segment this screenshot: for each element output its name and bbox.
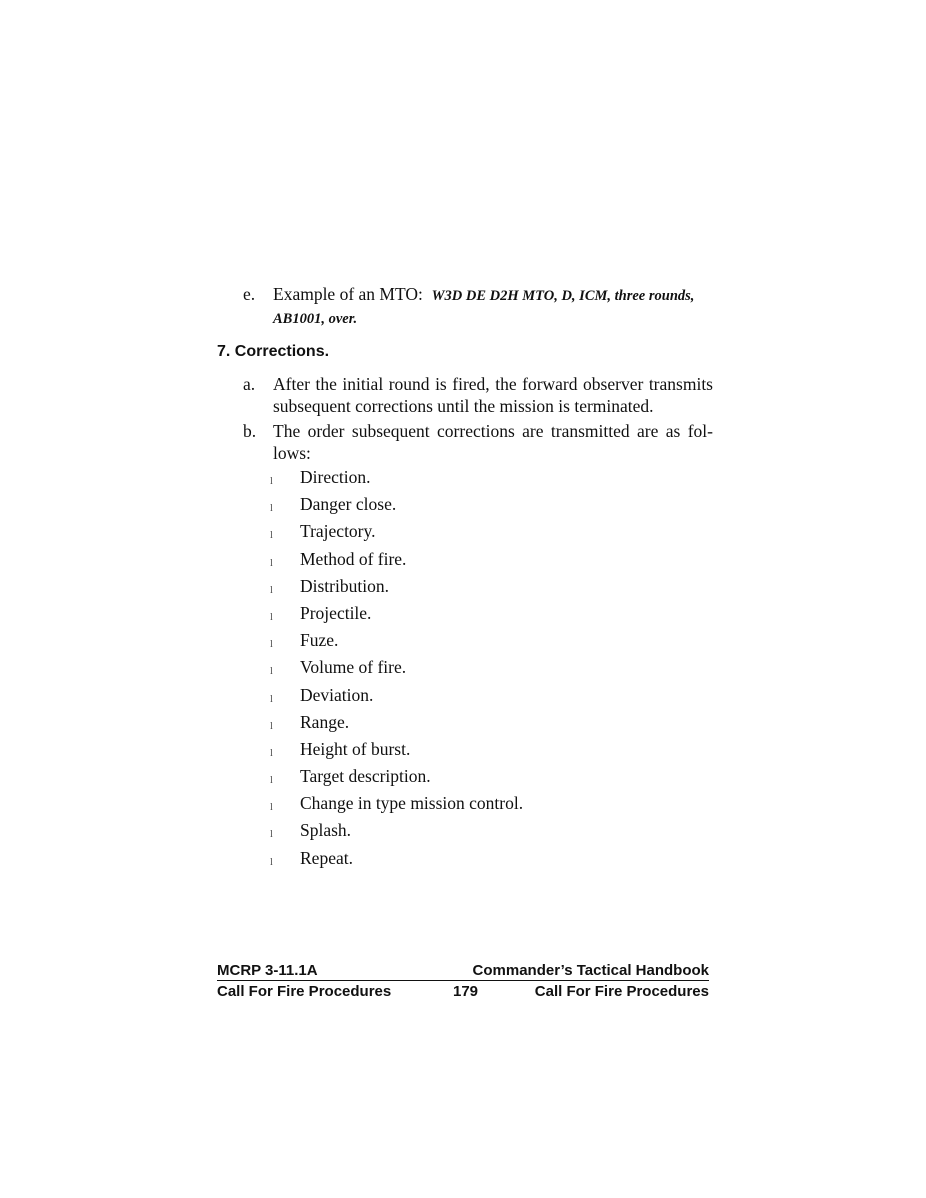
list-item-label: Distribution. [300, 575, 389, 596]
bullet-icon: l [270, 802, 273, 814]
bullet-icon: l [270, 775, 273, 787]
list-item-label: Splash. [300, 820, 352, 841]
section-heading: 7. Corrections. [217, 343, 330, 360]
chapter-title-left: Call For Fire Procedures [217, 983, 392, 1000]
footer-divider [217, 980, 709, 981]
item-marker: e. [243, 284, 256, 304]
list-item-label: Height of burst. [300, 738, 411, 759]
bullet-icon: l [270, 503, 273, 515]
bullet-icon: l [270, 666, 273, 678]
bullet-icon: l [270, 856, 273, 868]
list-item-label: Volume of fire. [300, 657, 407, 678]
list-item-label: Change in type mission control. [300, 793, 524, 814]
handbook-title: Commander’s Tactical Handbook [472, 962, 709, 979]
paragraph-b [243, 420, 713, 464]
list-item-label: Projectile. [300, 602, 372, 623]
item-marker: a. [243, 374, 256, 394]
chapter-title-right: Call For Fire Procedures [534, 983, 709, 1000]
list-item-label: Range. [300, 711, 350, 732]
list-item-label: Method of fire. [300, 548, 407, 569]
footer-bottom-row [217, 983, 709, 1001]
bullet-icon: l [270, 476, 273, 487]
list-item-label: Deviation. [300, 684, 374, 705]
mto-example-line1: W3D DE D2H MTO, D, ICM, three rounds, [431, 288, 695, 304]
list-item-label: Danger close. [300, 494, 397, 515]
paragraph-a [243, 373, 713, 417]
bullet-icon: l [270, 639, 273, 651]
list-item-label: Fuze. [300, 630, 339, 651]
bullet-icon: l [270, 557, 273, 569]
bullet-icon: l [270, 693, 273, 705]
doc-id: MCRP 3-11.1A [217, 962, 318, 979]
bullet-icon: l [270, 747, 273, 759]
list-item-label: Direction. [300, 467, 371, 487]
bullet-icon: l [270, 584, 273, 596]
example-lead: Example of an MTO: [273, 284, 423, 304]
list-item-label: Repeat. [300, 847, 353, 868]
bullet-icon: l [270, 530, 273, 542]
paragraph-text: The order subsequent corrections are transmitted are as fol-lows: [273, 421, 713, 463]
list-item-label: Target description. [300, 766, 431, 787]
mto-example-line2: AB1001, over. [273, 311, 358, 327]
bullet-icon: l [270, 720, 273, 732]
paragraph-text: After the initial round is fired, the forward observer transmits subsequent corrections until the mission is terminated. [273, 374, 713, 416]
list-item-label: Trajectory. [300, 521, 376, 542]
bullet-icon: l [270, 829, 273, 841]
bullet-icon: l [270, 611, 273, 623]
page-number: 179 [453, 983, 479, 1000]
footer-top-row [217, 962, 709, 980]
item-marker: b. [243, 421, 257, 441]
page-footer [217, 962, 709, 999]
